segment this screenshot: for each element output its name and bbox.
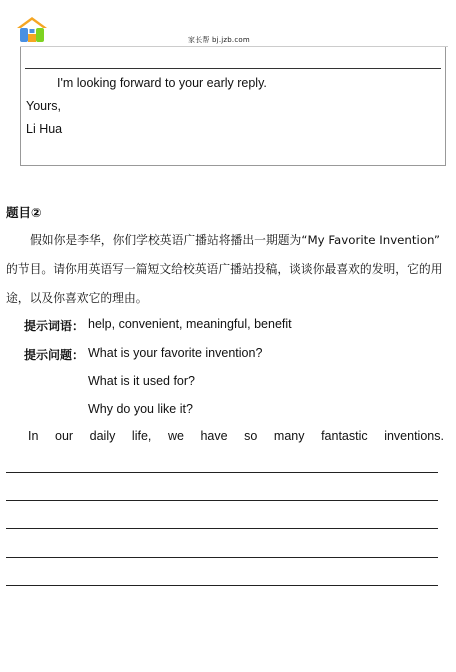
essay-word: life, — [131, 429, 152, 443]
prompt-line-3: 途，以及你喜欢它的理由。 — [6, 291, 148, 305]
hint-question-3: Why do you like it? — [88, 402, 193, 416]
essay-word: have — [200, 429, 228, 443]
writing-line[interactable] — [6, 585, 438, 586]
hint-question-1: What is your favorite invention? — [88, 346, 263, 360]
writing-line[interactable] — [6, 557, 438, 558]
site-logo — [14, 15, 50, 45]
site-label: 家长帮 bj.jzb.com — [188, 36, 250, 44]
essay-word: inventions. — [384, 429, 444, 443]
letter-closing-line: I'm looking forward to your early reply. — [57, 76, 267, 90]
hint-words-label: 提示词语： — [24, 319, 85, 333]
letter-signature: Li Hua — [26, 122, 63, 136]
prompt-line-2: 的节目。请你用英语写一篇短文给校英语广播站投稿，谈谈你最喜欢的发明，它的用 — [6, 262, 443, 276]
letter-sign-off: Yours, — [26, 99, 61, 113]
hint-question-2: What is it used for? — [88, 374, 195, 388]
essay-word: so — [244, 429, 258, 443]
writing-line[interactable] — [6, 528, 438, 529]
essay-word: fantastic — [321, 429, 368, 443]
essay-word: we — [167, 429, 184, 443]
prompt-line-1: 假如你是李华，你们学校英语广播站将播出一期题为“My Favorite Invention” — [30, 233, 440, 247]
essay-word: many — [273, 429, 305, 443]
hint-words: help, convenient, meaningful, benefit — [88, 317, 292, 331]
writing-line[interactable] — [6, 472, 438, 473]
essay-start-line — [28, 429, 444, 443]
essay-word: In — [28, 429, 39, 443]
writing-line[interactable] — [6, 500, 438, 501]
essay-word: our — [55, 429, 74, 443]
question-label: 题目② — [6, 205, 42, 220]
letter-box — [20, 47, 446, 166]
box-writing-line — [25, 68, 441, 69]
essay-word: daily — [89, 429, 116, 443]
hint-questions-label: 提示问题： — [24, 348, 85, 362]
